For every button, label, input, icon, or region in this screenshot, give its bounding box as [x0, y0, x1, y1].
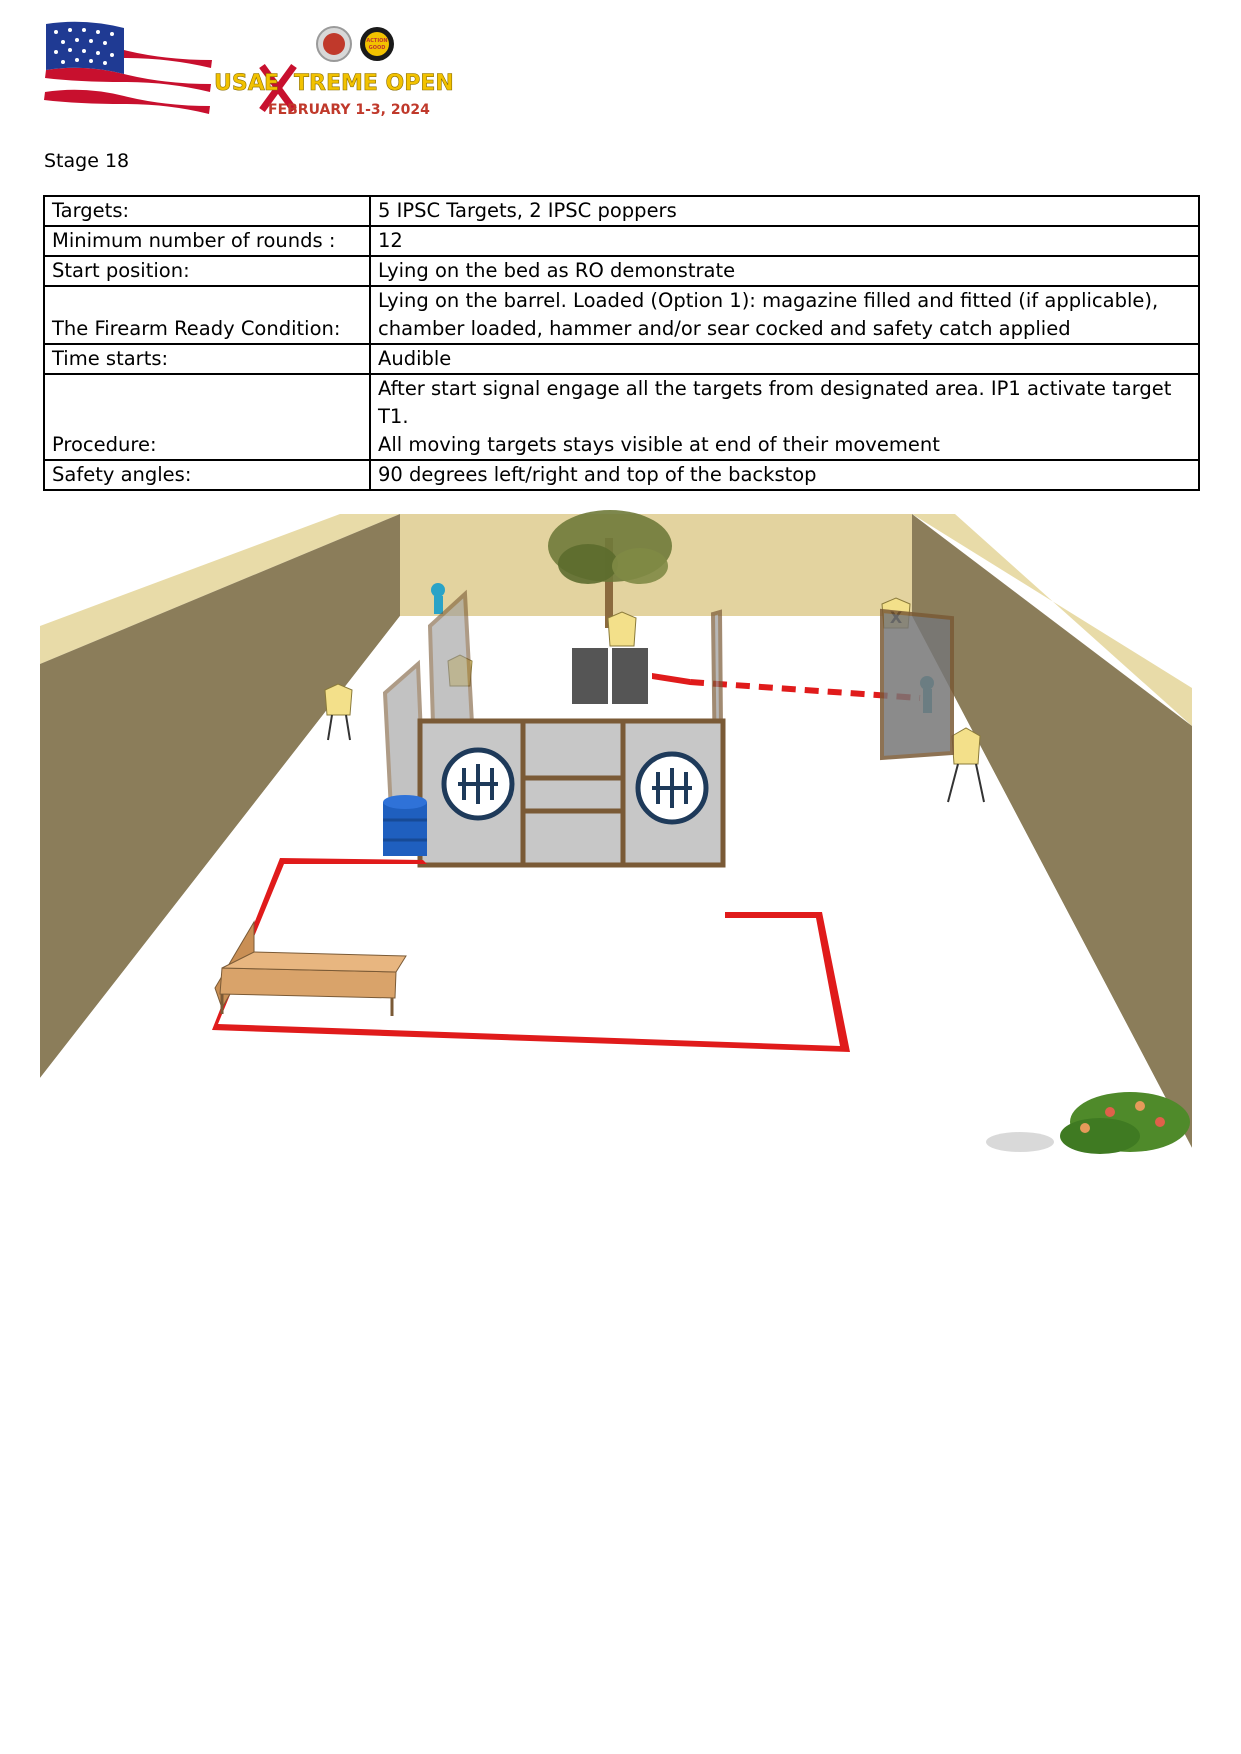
stage-info-table	[43, 195, 1200, 491]
table-row	[44, 196, 1199, 226]
row-value	[370, 460, 1199, 490]
row-value-line: chamber loaded, hammer and/or sear cocked and safety catch applied	[378, 317, 1071, 340]
table-row	[44, 374, 1199, 460]
ipsc-badge-icon	[317, 27, 351, 61]
stage-title: Stage 18	[44, 150, 130, 172]
row-value-line: 12	[378, 229, 403, 252]
row-value	[370, 344, 1199, 374]
action-good-badge-icon	[360, 27, 394, 61]
table-row	[44, 256, 1199, 286]
event-title	[214, 66, 454, 118]
row-value-line: After start signal engage all the targets from designated area. IP1 activate target T1.	[378, 377, 1172, 428]
row-value-line: Lying on the bed as RO demonstrate	[378, 259, 736, 282]
row-label: Start position:	[44, 256, 370, 286]
table-row	[44, 344, 1199, 374]
us-flag-icon	[44, 22, 214, 118]
row-label: Minimum number of rounds :	[44, 226, 370, 256]
row-value-line: Lying on the barrel. Loaded (Option 1): magazine filled and fitted (if applicable),	[378, 289, 1159, 312]
row-label: The Firearm Ready Condition:	[44, 286, 370, 344]
event-word-treme-open: TREME OPEN	[294, 71, 454, 96]
row-value-line: 90 degrees left/right and top of the backstop	[378, 463, 817, 486]
row-value-line: 5 IPSC Targets, 2 IPSC poppers	[378, 199, 677, 222]
event-word-e: E	[264, 71, 280, 96]
table-row	[44, 460, 1199, 490]
row-label: Procedure:	[44, 374, 370, 460]
beretta-logo-icon	[638, 754, 706, 822]
row-value	[370, 196, 1199, 226]
row-value	[370, 286, 1199, 344]
ipsc-target-icon	[608, 612, 636, 646]
event-word-usa: USA	[214, 71, 265, 96]
beretta-logo-icon	[444, 750, 512, 818]
row-value-line: All moving targets stays visible at end of their movement	[378, 433, 940, 456]
barrel-icon	[383, 795, 427, 856]
table-row	[44, 226, 1199, 256]
row-value	[370, 226, 1199, 256]
row-value-line: Audible	[378, 347, 452, 370]
row-value	[370, 256, 1199, 286]
right-wall-panel	[882, 611, 952, 758]
event-logo	[44, 18, 454, 130]
row-value	[370, 374, 1199, 460]
svg-text:GOOD: GOOD	[368, 45, 386, 51]
stage-diagram	[40, 508, 1192, 1153]
svg-text:ACTION: ACTION	[366, 38, 388, 44]
event-dates: FEBRUARY 1-3, 2024	[268, 102, 430, 118]
row-label: Safety angles:	[44, 460, 370, 490]
row-label: Time starts:	[44, 344, 370, 374]
table-row	[44, 286, 1199, 344]
row-label: Targets:	[44, 196, 370, 226]
